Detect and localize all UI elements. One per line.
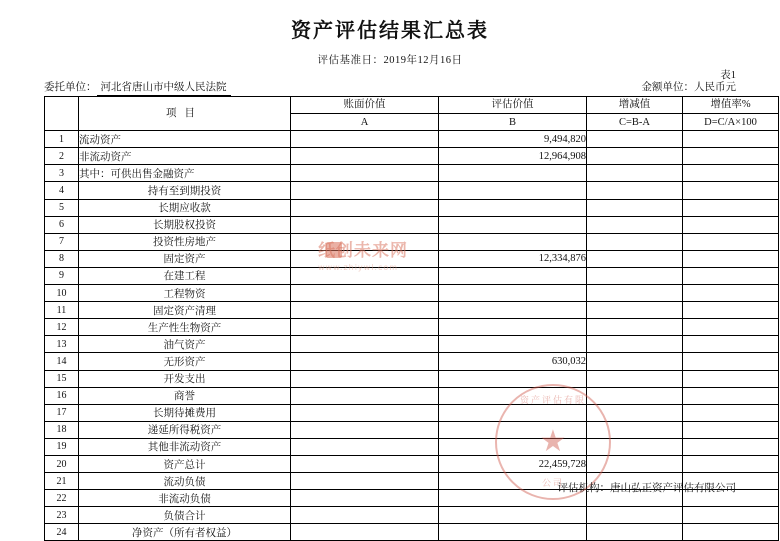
row-book-value <box>291 370 439 387</box>
row-change-value <box>587 302 683 319</box>
document-page <box>0 14 780 539</box>
row-item-label: 投资性房地产 <box>79 233 291 250</box>
row-appraised-value <box>439 336 587 353</box>
row-item-label: 其他非流动资产 <box>79 438 291 455</box>
row-appraised-value <box>439 421 587 438</box>
row-book-value <box>291 285 439 302</box>
row-appraised-value <box>439 199 587 216</box>
row-number: 16 <box>45 387 79 404</box>
row-book-value <box>291 404 439 421</box>
row-number: 24 <box>45 524 79 541</box>
row-number: 22 <box>45 490 79 507</box>
row-change-value <box>587 353 683 370</box>
table-row <box>45 148 779 165</box>
row-change-value <box>587 216 683 233</box>
row-book-value <box>291 473 439 490</box>
row-change-value <box>587 131 683 148</box>
table-row <box>45 507 779 524</box>
row-book-value <box>291 507 439 524</box>
row-rate-value <box>683 182 779 199</box>
table-row <box>45 216 779 233</box>
row-book-value <box>291 148 439 165</box>
row-number: 2 <box>45 148 79 165</box>
row-number: 23 <box>45 507 79 524</box>
row-appraised-value <box>439 319 587 336</box>
row-book-value <box>291 131 439 148</box>
client-value: 河北省唐山市中级人民法院 <box>97 79 231 96</box>
row-change-value <box>587 319 683 336</box>
row-number: 15 <box>45 370 79 387</box>
header-item-line1: 项 <box>166 107 185 119</box>
table-row <box>45 165 779 182</box>
row-rate-value <box>683 267 779 284</box>
client-field <box>44 79 231 96</box>
row-book-value <box>291 490 439 507</box>
row-change-value <box>587 199 683 216</box>
row-appraised-value <box>439 233 587 250</box>
row-number: 7 <box>45 233 79 250</box>
table-row <box>45 233 779 250</box>
row-item-label: 长期待摊费用 <box>79 404 291 421</box>
row-rate-value <box>683 455 779 472</box>
row-number: 12 <box>45 319 79 336</box>
row-change-value <box>587 182 683 199</box>
row-item-label: 流动资产 <box>79 131 291 148</box>
row-book-value <box>291 165 439 182</box>
row-book-value <box>291 199 439 216</box>
table-row <box>45 353 779 370</box>
header-change-value-formula: C=B-A <box>587 114 683 131</box>
row-appraised-value <box>439 438 587 455</box>
row-book-value <box>291 267 439 284</box>
row-rate-value <box>683 148 779 165</box>
row-rate-value <box>683 507 779 524</box>
row-number: 6 <box>45 216 79 233</box>
row-item-label: 在建工程 <box>79 267 291 284</box>
table-row <box>45 267 779 284</box>
row-item-label: 长期应收款 <box>79 199 291 216</box>
row-book-value <box>291 455 439 472</box>
header-book-value-line1: 账面价值 <box>343 99 386 111</box>
row-appraised-value <box>439 216 587 233</box>
client-label: 委托单位： <box>44 82 97 93</box>
row-change-value <box>587 524 683 541</box>
row-change-value <box>587 370 683 387</box>
row-item-label: 非流动资产 <box>79 148 291 165</box>
currency-unit-label: 金额单位： <box>641 82 694 93</box>
row-item-label: 持有至到期投资 <box>79 182 291 199</box>
table-row <box>45 319 779 336</box>
header-book-value-formula: A <box>291 114 439 131</box>
header-change-value-line1: 增减值 <box>618 99 651 111</box>
watermark-logo-icon <box>326 242 342 258</box>
row-rate-value <box>683 524 779 541</box>
row-appraised-value: 630,032 <box>439 353 587 370</box>
table-row <box>45 182 779 199</box>
row-item-label: 递延所得税资产 <box>79 421 291 438</box>
table-row <box>45 387 779 404</box>
header-no <box>45 97 79 131</box>
row-change-value <box>587 455 683 472</box>
table-row <box>45 302 779 319</box>
row-number: 14 <box>45 353 79 370</box>
row-book-value <box>291 319 439 336</box>
stamp-bottom-text: 公司 <box>541 479 564 489</box>
row-item-label: 无形资产 <box>79 353 291 370</box>
row-appraised-value: 12,334,876 <box>439 250 587 267</box>
row-book-value <box>291 233 439 250</box>
row-rate-value <box>683 438 779 455</box>
row-item-label: 负债合计 <box>79 507 291 524</box>
row-change-value <box>587 250 683 267</box>
row-change-value <box>587 387 683 404</box>
table-row <box>45 285 779 302</box>
row-change-value <box>587 404 683 421</box>
row-change-value <box>587 233 683 250</box>
row-rate-value <box>683 165 779 182</box>
row-rate-value <box>683 319 779 336</box>
header-item-line2: 目 <box>184 107 203 119</box>
row-number: 18 <box>45 421 79 438</box>
row-appraised-value <box>439 285 587 302</box>
row-change-value <box>587 267 683 284</box>
valuation-base-date: 评估基准日：2019年12月16日 <box>317 55 463 66</box>
header-appraised-value <box>439 97 587 114</box>
table-row <box>45 336 779 353</box>
stamp-top-text: 资产评估有限 <box>519 396 586 406</box>
row-item-label: 开发支出 <box>79 370 291 387</box>
row-item-label: 非流动负债 <box>79 490 291 507</box>
table-header-row <box>45 97 779 114</box>
row-appraised-value <box>439 182 587 199</box>
table-row <box>45 524 779 541</box>
row-rate-value <box>683 285 779 302</box>
row-number: 17 <box>45 404 79 421</box>
row-change-value <box>587 165 683 182</box>
row-item-label: 固定资产清理 <box>79 302 291 319</box>
row-change-value <box>587 507 683 524</box>
currency-unit-value: 人民币元 <box>694 82 736 93</box>
table-row <box>45 250 779 267</box>
row-rate-value <box>683 216 779 233</box>
row-number: 10 <box>45 285 79 302</box>
watermark-main-text: 纸创未来网 <box>318 241 408 261</box>
header-rate-line1: 增值率% <box>710 99 751 111</box>
row-number: 11 <box>45 302 79 319</box>
table-row <box>45 438 779 455</box>
row-number: 21 <box>45 473 79 490</box>
row-number: 8 <box>45 250 79 267</box>
row-rate-value <box>683 370 779 387</box>
row-appraised-value <box>439 387 587 404</box>
row-rate-value <box>683 387 779 404</box>
row-rate-value <box>683 404 779 421</box>
row-number: 19 <box>45 438 79 455</box>
row-change-value <box>587 148 683 165</box>
row-appraised-value <box>439 404 587 421</box>
row-number: 1 <box>45 131 79 148</box>
row-rate-value <box>683 336 779 353</box>
row-number: 4 <box>45 182 79 199</box>
row-appraised-value: 12,964,908 <box>439 148 587 165</box>
row-rate-value <box>683 353 779 370</box>
currency-unit-field <box>642 79 737 96</box>
row-book-value <box>291 524 439 541</box>
row-book-value <box>291 421 439 438</box>
row-appraised-value: 22,459,728 <box>439 455 587 472</box>
row-appraised-value: 9,494,820 <box>439 131 587 148</box>
table-row <box>45 455 779 472</box>
header-item <box>79 97 291 131</box>
row-rate-value <box>683 250 779 267</box>
row-item-label: 固定资产 <box>79 250 291 267</box>
row-appraised-value <box>439 267 587 284</box>
row-number: 3 <box>45 165 79 182</box>
appraisal-institution: 评估机构：唐山弘正资产评估有限公司 <box>557 483 736 494</box>
row-change-value <box>587 285 683 302</box>
row-item-label: 净资产（所有者权益） <box>79 524 291 541</box>
meta-row <box>44 79 736 96</box>
row-change-value <box>587 421 683 438</box>
row-appraised-value <box>439 165 587 182</box>
header-rate <box>683 97 779 114</box>
row-book-value <box>291 250 439 267</box>
row-item-label: 油气资产 <box>79 336 291 353</box>
row-change-value <box>587 336 683 353</box>
row-item-label: 流动负债 <box>79 473 291 490</box>
row-book-value <box>291 216 439 233</box>
row-rate-value <box>683 233 779 250</box>
row-change-value <box>587 438 683 455</box>
row-number: 13 <box>45 336 79 353</box>
table-row <box>45 421 779 438</box>
row-book-value <box>291 302 439 319</box>
row-item-label: 长期股权投资 <box>79 216 291 233</box>
row-rate-value <box>683 302 779 319</box>
table-row <box>45 199 779 216</box>
watermark-sub-text: www.zhiywl.com <box>318 263 399 272</box>
row-item-label: 其中：可供出售金融资产 <box>79 165 291 182</box>
row-appraised-value <box>439 524 587 541</box>
row-rate-value <box>683 421 779 438</box>
page-title: 资产评估结果汇总表 <box>291 18 489 42</box>
row-item-label: 资产总计 <box>79 455 291 472</box>
header-rate-formula: D=C/A×100 <box>683 114 779 131</box>
row-item-label: 工程物资 <box>79 285 291 302</box>
table-row <box>45 370 779 387</box>
row-appraised-value <box>439 507 587 524</box>
header-appraised-value-formula: B <box>439 114 587 131</box>
table-row <box>45 131 779 148</box>
header-change-value <box>587 97 683 114</box>
row-item-label: 商誉 <box>79 387 291 404</box>
row-appraised-value <box>439 302 587 319</box>
row-book-value <box>291 336 439 353</box>
row-number: 5 <box>45 199 79 216</box>
star-icon: ★ <box>539 425 567 458</box>
asset-appraisal-table <box>44 96 779 541</box>
row-book-value <box>291 353 439 370</box>
row-appraised-value <box>439 370 587 387</box>
row-book-value <box>291 182 439 199</box>
row-book-value <box>291 438 439 455</box>
row-number: 20 <box>45 455 79 472</box>
row-book-value <box>291 387 439 404</box>
row-rate-value <box>683 199 779 216</box>
header-book-value <box>291 97 439 114</box>
header-appraised-value-line1: 评估价值 <box>491 99 534 111</box>
table-row <box>45 404 779 421</box>
row-item-label: 生产性生物资产 <box>79 319 291 336</box>
row-number: 9 <box>45 267 79 284</box>
row-rate-value <box>683 131 779 148</box>
table-index-label: 表1 <box>720 70 736 81</box>
